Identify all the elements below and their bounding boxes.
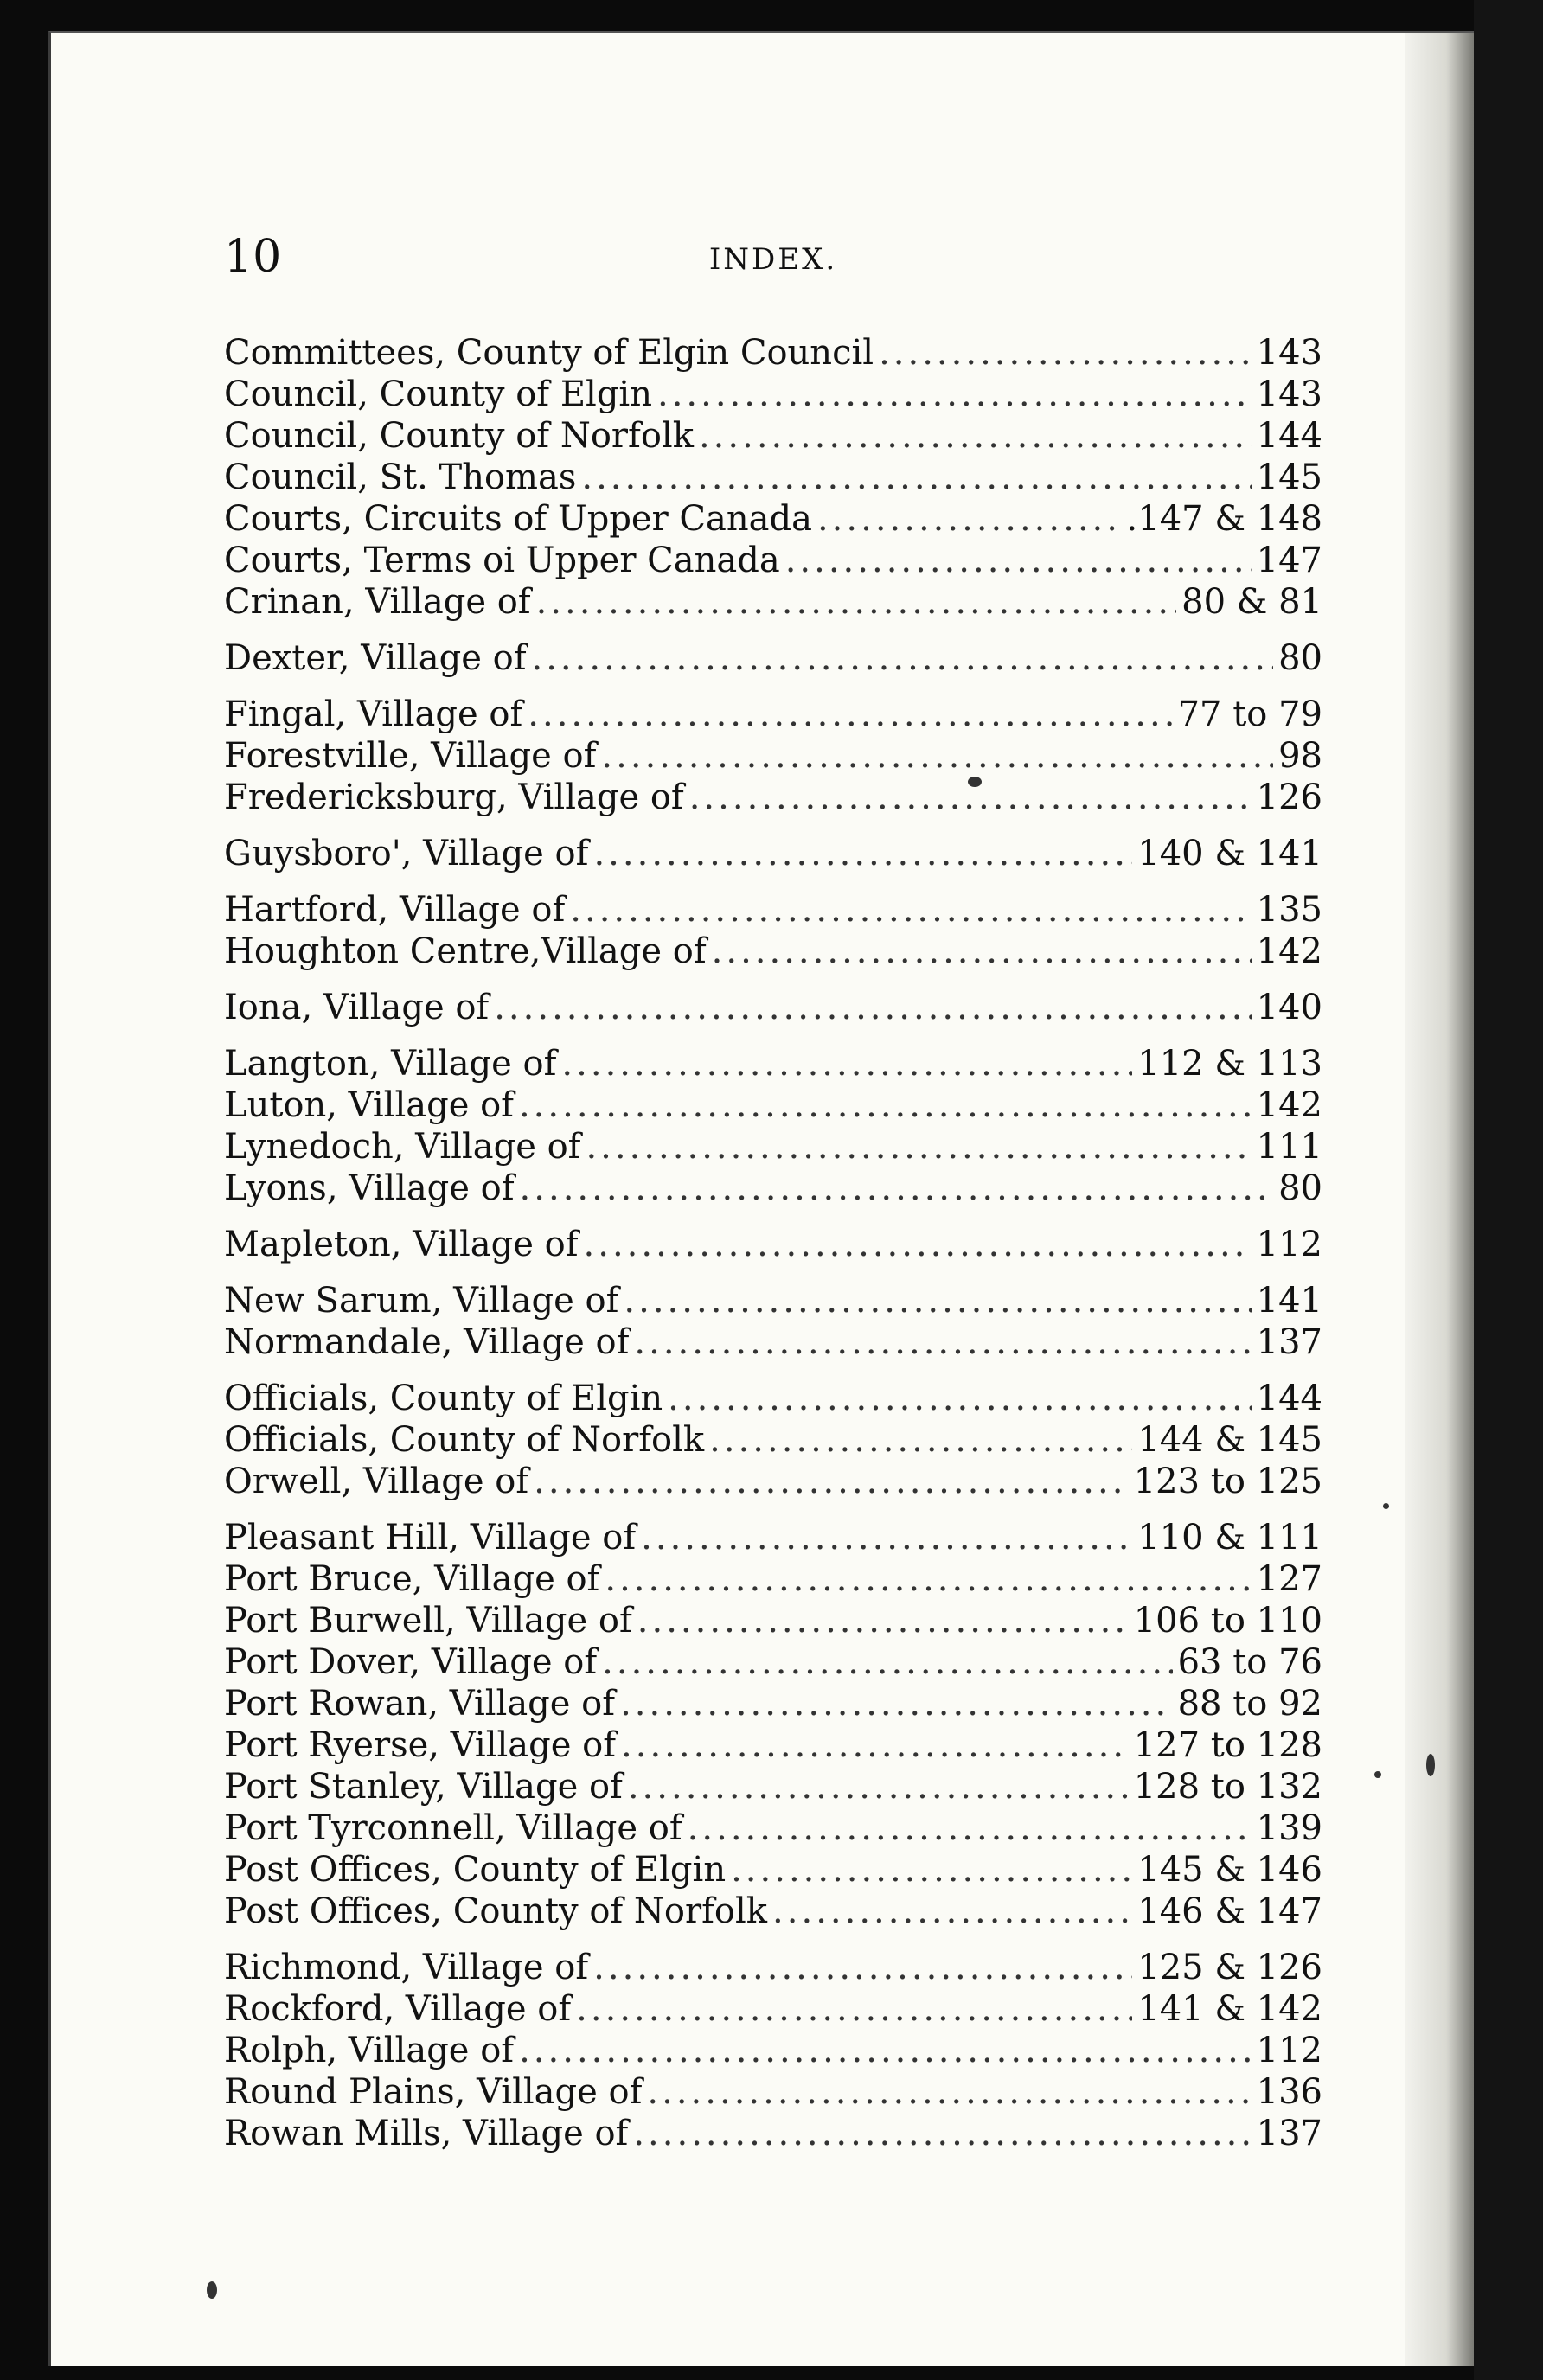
entry-pages: 144 [1256, 416, 1322, 456]
entry-name: Courts, Circuits of Upper Canada [224, 499, 812, 539]
entry-pages: 80 & 81 [1181, 582, 1322, 622]
entry-pages: 135 [1256, 890, 1322, 930]
entry-name: Langton, Village of [224, 1044, 557, 1084]
dot-leader [528, 694, 1172, 735]
dot-leader [628, 1766, 1129, 1807]
entry-pages: 98 [1278, 736, 1322, 776]
index-entry [224, 1084, 1322, 1126]
entry-pages: 145 & 146 [1137, 1850, 1322, 1890]
ink-speck [1374, 1771, 1381, 1778]
entry-name: Orwell, Village of [224, 1462, 529, 1501]
dot-leader [634, 1321, 1251, 1363]
entry-pages: 88 to 92 [1177, 1684, 1322, 1724]
entry-name: New Sarum, Village of [224, 1281, 619, 1321]
index-group [224, 833, 1322, 874]
entry-pages: 112 & 113 [1137, 1044, 1322, 1084]
entry-name: Port Bruce, Village of [224, 1559, 600, 1599]
dot-leader [586, 1126, 1251, 1168]
ink-speck [1383, 1503, 1389, 1509]
page-header [224, 227, 1322, 287]
dot-leader [633, 2113, 1251, 2154]
index-entry [224, 987, 1322, 1028]
index-entry [224, 1168, 1322, 1209]
dot-leader [605, 1558, 1251, 1600]
entry-name: Lyons, Village of [224, 1168, 515, 1208]
index-entry [224, 833, 1322, 874]
entry-pages: 142 [1256, 931, 1322, 971]
entry-name: Mapleton, Village of [224, 1225, 579, 1264]
entry-name: Richmond, Village of [224, 1948, 589, 1987]
dot-leader [519, 1084, 1252, 1126]
entry-pages: 125 & 126 [1137, 1948, 1322, 1987]
index-entry [224, 540, 1322, 581]
dot-leader [785, 540, 1252, 581]
page-number: 10 [224, 231, 282, 283]
entry-pages: 110 & 111 [1137, 1518, 1322, 1558]
entry-pages: 137 [1256, 2114, 1322, 2153]
dot-leader [576, 1988, 1132, 2030]
entry-name: Council, County of Norfolk [224, 416, 694, 456]
index-group [224, 1378, 1322, 1502]
dot-leader [494, 987, 1251, 1028]
index-entry [224, 1419, 1322, 1461]
entry-pages: 143 [1256, 374, 1322, 414]
index-entry [224, 1947, 1322, 1988]
index-entry [224, 581, 1322, 623]
entry-pages: 123 to 125 [1133, 1462, 1322, 1501]
index-entry [224, 1517, 1322, 1558]
entry-pages: 128 to 132 [1133, 1767, 1322, 1807]
entry-name: Hartford, Village of [224, 890, 566, 930]
index-entry [224, 1807, 1322, 1849]
entry-name: Forestville, Village of [224, 736, 597, 776]
dot-leader [817, 498, 1122, 540]
index-entry [224, 889, 1322, 931]
entry-name: Council, County of Elgin [224, 374, 652, 414]
index-entry [224, 1126, 1322, 1168]
entry-name: Rockford, Village of [224, 1989, 572, 2029]
index-entry [224, 2030, 1322, 2071]
index-entry [224, 332, 1322, 374]
scanned-page [48, 31, 1474, 2366]
entry-pages: 77 to 79 [1177, 694, 1322, 734]
index-entry [224, 1683, 1322, 1724]
index-entry [224, 2071, 1322, 2113]
entry-name: Officials, County of Elgin [224, 1379, 663, 1418]
index-entry [224, 1724, 1322, 1766]
index-group [224, 1224, 1322, 1265]
dot-leader [772, 1891, 1132, 1932]
entry-pages: 127 to 128 [1133, 1725, 1322, 1765]
index-entry [224, 637, 1322, 679]
entry-pages: 140 & 141 [1137, 834, 1322, 873]
entry-name: Port Rowan, Village of [224, 1684, 616, 1724]
entry-pages: 147 [1256, 541, 1322, 580]
index-entry [224, 694, 1322, 735]
dot-leader [561, 1043, 1132, 1084]
dot-leader [593, 833, 1132, 874]
entry-pages: 139 [1256, 1808, 1322, 1848]
dot-leader [520, 1168, 1274, 1209]
entry-name: Fredericksburg, Village of [224, 777, 684, 817]
index-entry [224, 1891, 1322, 1932]
dot-leader [519, 2030, 1252, 2071]
index-entry [224, 457, 1322, 498]
dot-leader [536, 581, 1177, 623]
dot-leader [581, 457, 1251, 498]
entry-name: Port Ryerse, Village of [224, 1725, 617, 1765]
index-entry [224, 735, 1322, 777]
entry-pages: 144 & 145 [1137, 1420, 1322, 1460]
entry-name: Port Burwell, Village of [224, 1601, 632, 1641]
dot-leader [624, 1280, 1251, 1321]
entry-pages: 63 to 76 [1177, 1642, 1322, 1682]
index-entry [224, 1641, 1322, 1683]
index-group [224, 1947, 1322, 2154]
entry-name: Pleasant Hill, Village of [224, 1518, 637, 1558]
entry-name: Dexter, Village of [224, 638, 527, 678]
dot-leader [602, 1641, 1172, 1683]
entry-name: Committees, County of Elgin Council [224, 333, 874, 373]
entry-name: Port Dover, Village of [224, 1642, 598, 1682]
index-list [224, 332, 1322, 2169]
dot-leader [601, 735, 1273, 777]
index-group [224, 332, 1322, 623]
dot-leader [621, 1724, 1129, 1766]
dot-leader [709, 1419, 1132, 1461]
entry-name: Fingal, Village of [224, 694, 523, 734]
index-group [224, 1517, 1322, 1932]
entry-pages: 111 [1256, 1127, 1322, 1167]
dot-leader [712, 931, 1252, 972]
index-group [224, 694, 1322, 818]
entry-name: Luton, Village of [224, 1085, 514, 1125]
book-edge [1474, 0, 1543, 2380]
entry-name: Council, St. Thomas [224, 457, 577, 497]
entry-name: Port Stanley, Village of [224, 1767, 623, 1807]
entry-pages: 137 [1256, 1322, 1322, 1362]
entry-pages: 136 [1256, 2072, 1322, 2112]
entry-pages: 127 [1256, 1559, 1322, 1599]
index-entry [224, 931, 1322, 972]
dot-leader [731, 1849, 1132, 1891]
page-gutter-shadow [1405, 33, 1474, 2366]
entry-pages: 144 [1256, 1379, 1322, 1418]
entry-pages: 141 & 142 [1137, 1989, 1322, 2029]
index-entry [224, 1461, 1322, 1502]
entry-pages: 126 [1256, 777, 1322, 817]
index-group [224, 889, 1322, 972]
dot-leader [532, 637, 1274, 679]
dot-leader [879, 332, 1252, 374]
index-entry [224, 415, 1322, 457]
dot-leader [668, 1378, 1251, 1419]
index-entry [224, 1558, 1322, 1600]
entry-name: Post Offices, County of Elgin [224, 1850, 727, 1890]
index-entry [224, 1224, 1322, 1265]
index-entry [224, 1378, 1322, 1419]
entry-name: Crinan, Village of [224, 582, 531, 622]
entry-pages: 112 [1256, 2031, 1322, 2070]
index-entry [224, 374, 1322, 415]
entry-name: Round Plains, Village of [224, 2072, 643, 2112]
dot-leader [657, 374, 1252, 415]
entry-name: Guysboro', Village of [224, 834, 589, 873]
entry-name: Courts, Terms oi Upper Canada [224, 541, 780, 580]
index-group [224, 637, 1322, 679]
ink-speck [207, 2281, 217, 2299]
index-group [224, 987, 1322, 1028]
entry-name: Normandale, Village of [224, 1322, 630, 1362]
entry-pages: 80 [1278, 1168, 1322, 1208]
dot-leader [637, 1600, 1129, 1641]
dot-leader [570, 889, 1251, 931]
entry-name: Officials, County of Norfolk [224, 1420, 705, 1460]
index-entry [224, 1766, 1322, 1807]
index-entry [224, 777, 1322, 818]
entry-name: Rolph, Village of [224, 2031, 515, 2070]
index-entry [224, 1280, 1322, 1321]
index-entry [224, 2113, 1322, 2154]
entry-pages: 142 [1256, 1085, 1322, 1125]
dot-leader [534, 1461, 1129, 1502]
dot-leader [699, 415, 1252, 457]
index-entry [224, 1321, 1322, 1363]
entry-pages: 141 [1256, 1281, 1322, 1321]
index-entry [224, 498, 1322, 540]
entry-pages: 140 [1256, 988, 1322, 1027]
dot-leader [688, 1807, 1252, 1849]
index-entry [224, 1849, 1322, 1891]
entry-name: Lynedoch, Village of [224, 1127, 581, 1167]
dot-leader [641, 1517, 1132, 1558]
index-entry [224, 1988, 1322, 2030]
entry-name: Post Offices, County of Norfolk [224, 1891, 768, 1931]
running-head: INDEX. [708, 242, 838, 277]
entry-pages: .147 & 148 [1126, 499, 1322, 539]
dot-leader [593, 1947, 1132, 1988]
entry-pages: 145 [1256, 457, 1322, 497]
entry-pages: 112 [1256, 1225, 1322, 1264]
entry-pages: 146 & 147 [1137, 1891, 1322, 1931]
index-group [224, 1043, 1322, 1209]
index-entry [224, 1600, 1322, 1641]
entry-name: Port Tyrconnell, Village of [224, 1808, 682, 1848]
ink-speck [1426, 1754, 1435, 1776]
dot-leader [584, 1224, 1252, 1265]
dot-leader [620, 1683, 1173, 1724]
entry-name: Houghton Centre,Village of [224, 931, 707, 971]
entry-pages: 143 [1256, 333, 1322, 373]
entry-pages: 106 to 110 [1133, 1601, 1322, 1641]
index-group [224, 1280, 1322, 1363]
entry-pages: 80 [1278, 638, 1322, 678]
ink-speck [968, 777, 982, 787]
index-entry [224, 1043, 1322, 1084]
dot-leader [647, 2071, 1251, 2113]
entry-name: Rowan Mills, Village of [224, 2114, 629, 2153]
entry-name: Iona, Village of [224, 988, 490, 1027]
